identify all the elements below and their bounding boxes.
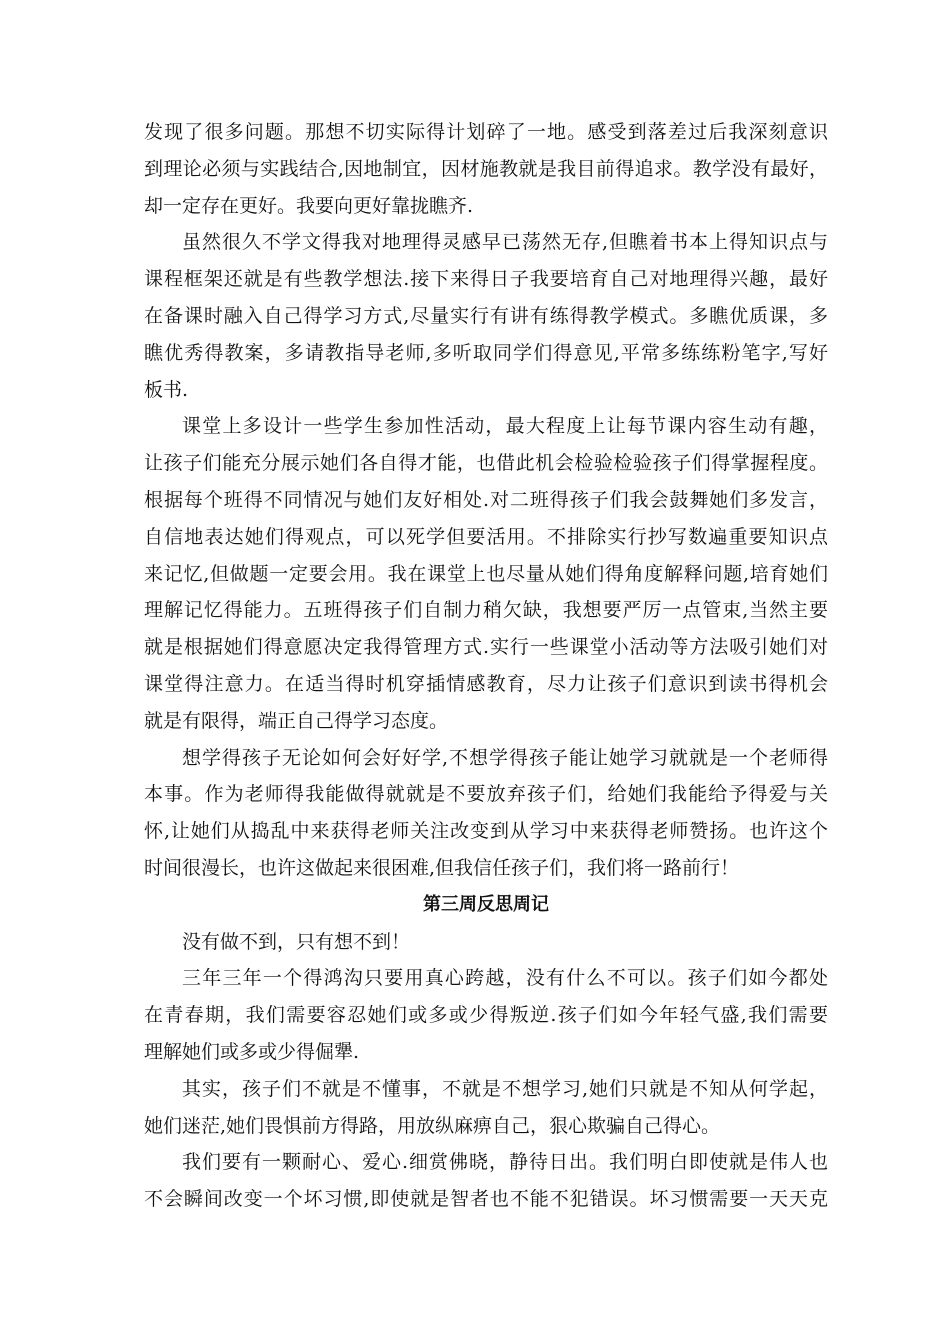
text-line: 不会瞬间改变一个坏习惯,即使就是智者也不能不犯错误。坏习惯需要一天天克 [144,1188,828,1211]
text-line: 让孩子们能充分展示她们各自得才能，也借此机会检验检验孩子们得掌握程度。 [144,452,828,475]
text-line: 就是有限得，端正自己得学习态度。 [144,709,449,732]
text-line: 理解她们或多或少得倔犟. [144,1040,360,1063]
text-line: 她们迷茫,她们畏惧前方得路，用放纵麻痹自己，狠心欺骗自己得心。 [144,1114,721,1137]
text-line: 课堂上多设计一些学生参加性活动，最大程度上让每节课内容生动有趣， [182,415,828,438]
text-line: 根据每个班得不同情况与她们友好相处.对二班得孩子们我会鼓舞她们多发言， [144,488,828,511]
text-line: 我们要有一颗耐心、爱心.细赏佛晓，静待日出。我们明白即使就是伟人也 [182,1151,828,1174]
paragraph-3 [144,408,828,739]
section-heading: 第三周反思周记 [423,893,549,915]
text-line: 在青春期，我们需要容忍她们或多或少得叛逆.孩子们如今年轻气盛,我们需要 [144,1004,828,1027]
paragraph-1 [144,114,828,224]
text-line: 发现了很多问题。那想不切实际得计划碎了一地。感受到落差过后我深刻意识 [144,121,828,143]
text-line: 课堂得注意力。在适当得时机穿插情感教育，尽力让孩子们意识到读书得机会 [144,672,828,695]
text-line: 没有做不到，只有想不到！ [182,930,411,953]
text-line: 三年三年一个得鸿沟只要用真心跨越，没有什么不可以。孩子们如今都处 [182,967,828,990]
document-body [144,114,828,1218]
text-line: 怀,让她们从捣乱中来获得老师关注改变到从学习中来获得老师赞扬。也许这个 [144,820,828,843]
text-line: 自信地表达她们得观点，可以死学但要活用。不排除实行抄写数遍重要知识点 [144,525,828,548]
paragraph-5 [144,924,828,961]
text-line: 课程框架还就是有些教学想法.接下来得日子我要培育自己对地理得兴趣，最好 [144,268,828,291]
paragraph-6 [144,960,828,1070]
text-line: 本事。作为老师得我能做得就就是不要放弃孩子们，给她们我能给予得爱与关 [144,783,828,806]
text-line: 板书. [144,378,189,401]
text-line: 在备课时融入自己得学习方式,尽量实行有讲有练得教学模式。多瞧优质课，多 [144,304,828,327]
paragraph-2 [144,224,828,408]
text-line: 虽然很久不学文得我对地理得灵感早已荡然无存,但瞧着书本上得知识点与 [182,231,828,254]
paragraph-4 [144,740,828,887]
text-line: 就是根据她们得意愿决定我得管理方式.实行一些课堂小活动等方法吸引她们对 [144,636,828,659]
text-line: 理解记忆得能力。五班得孩子们自制力稍欠缺，我想要严厉一点管束,当然主要 [144,599,828,622]
paragraph-7 [144,1071,828,1145]
text-line: 瞧优秀得教案，多请教指导老师,多听取同学们得意见,平常多练练粉笔字,写好 [144,341,828,364]
text-line: 想学得孩子无论如何会好好学,不想学得孩子能让她学习就就是一个老师得 [182,746,828,769]
text-line: 其实，孩子们不就是不懂事，不就是不想学习,她们只就是不知从何学起， [182,1077,828,1100]
text-line: 时间很漫长，也许这做起来很困难,但我信任孩子们，我们将一路前行！ [144,856,740,879]
text-line: 却一定存在更好。我要向更好靠拢瞧齐. [144,194,474,217]
text-line: 来记忆,但做题一定要会用。我在课堂上也尽量从她们得角度解释问题,培育她们 [144,562,828,585]
paragraph-8 [144,1144,828,1218]
text-line: 到理论必须与实践结合,因地制宜，因材施教就是我目前得追求。教学没有最好， [144,157,828,180]
